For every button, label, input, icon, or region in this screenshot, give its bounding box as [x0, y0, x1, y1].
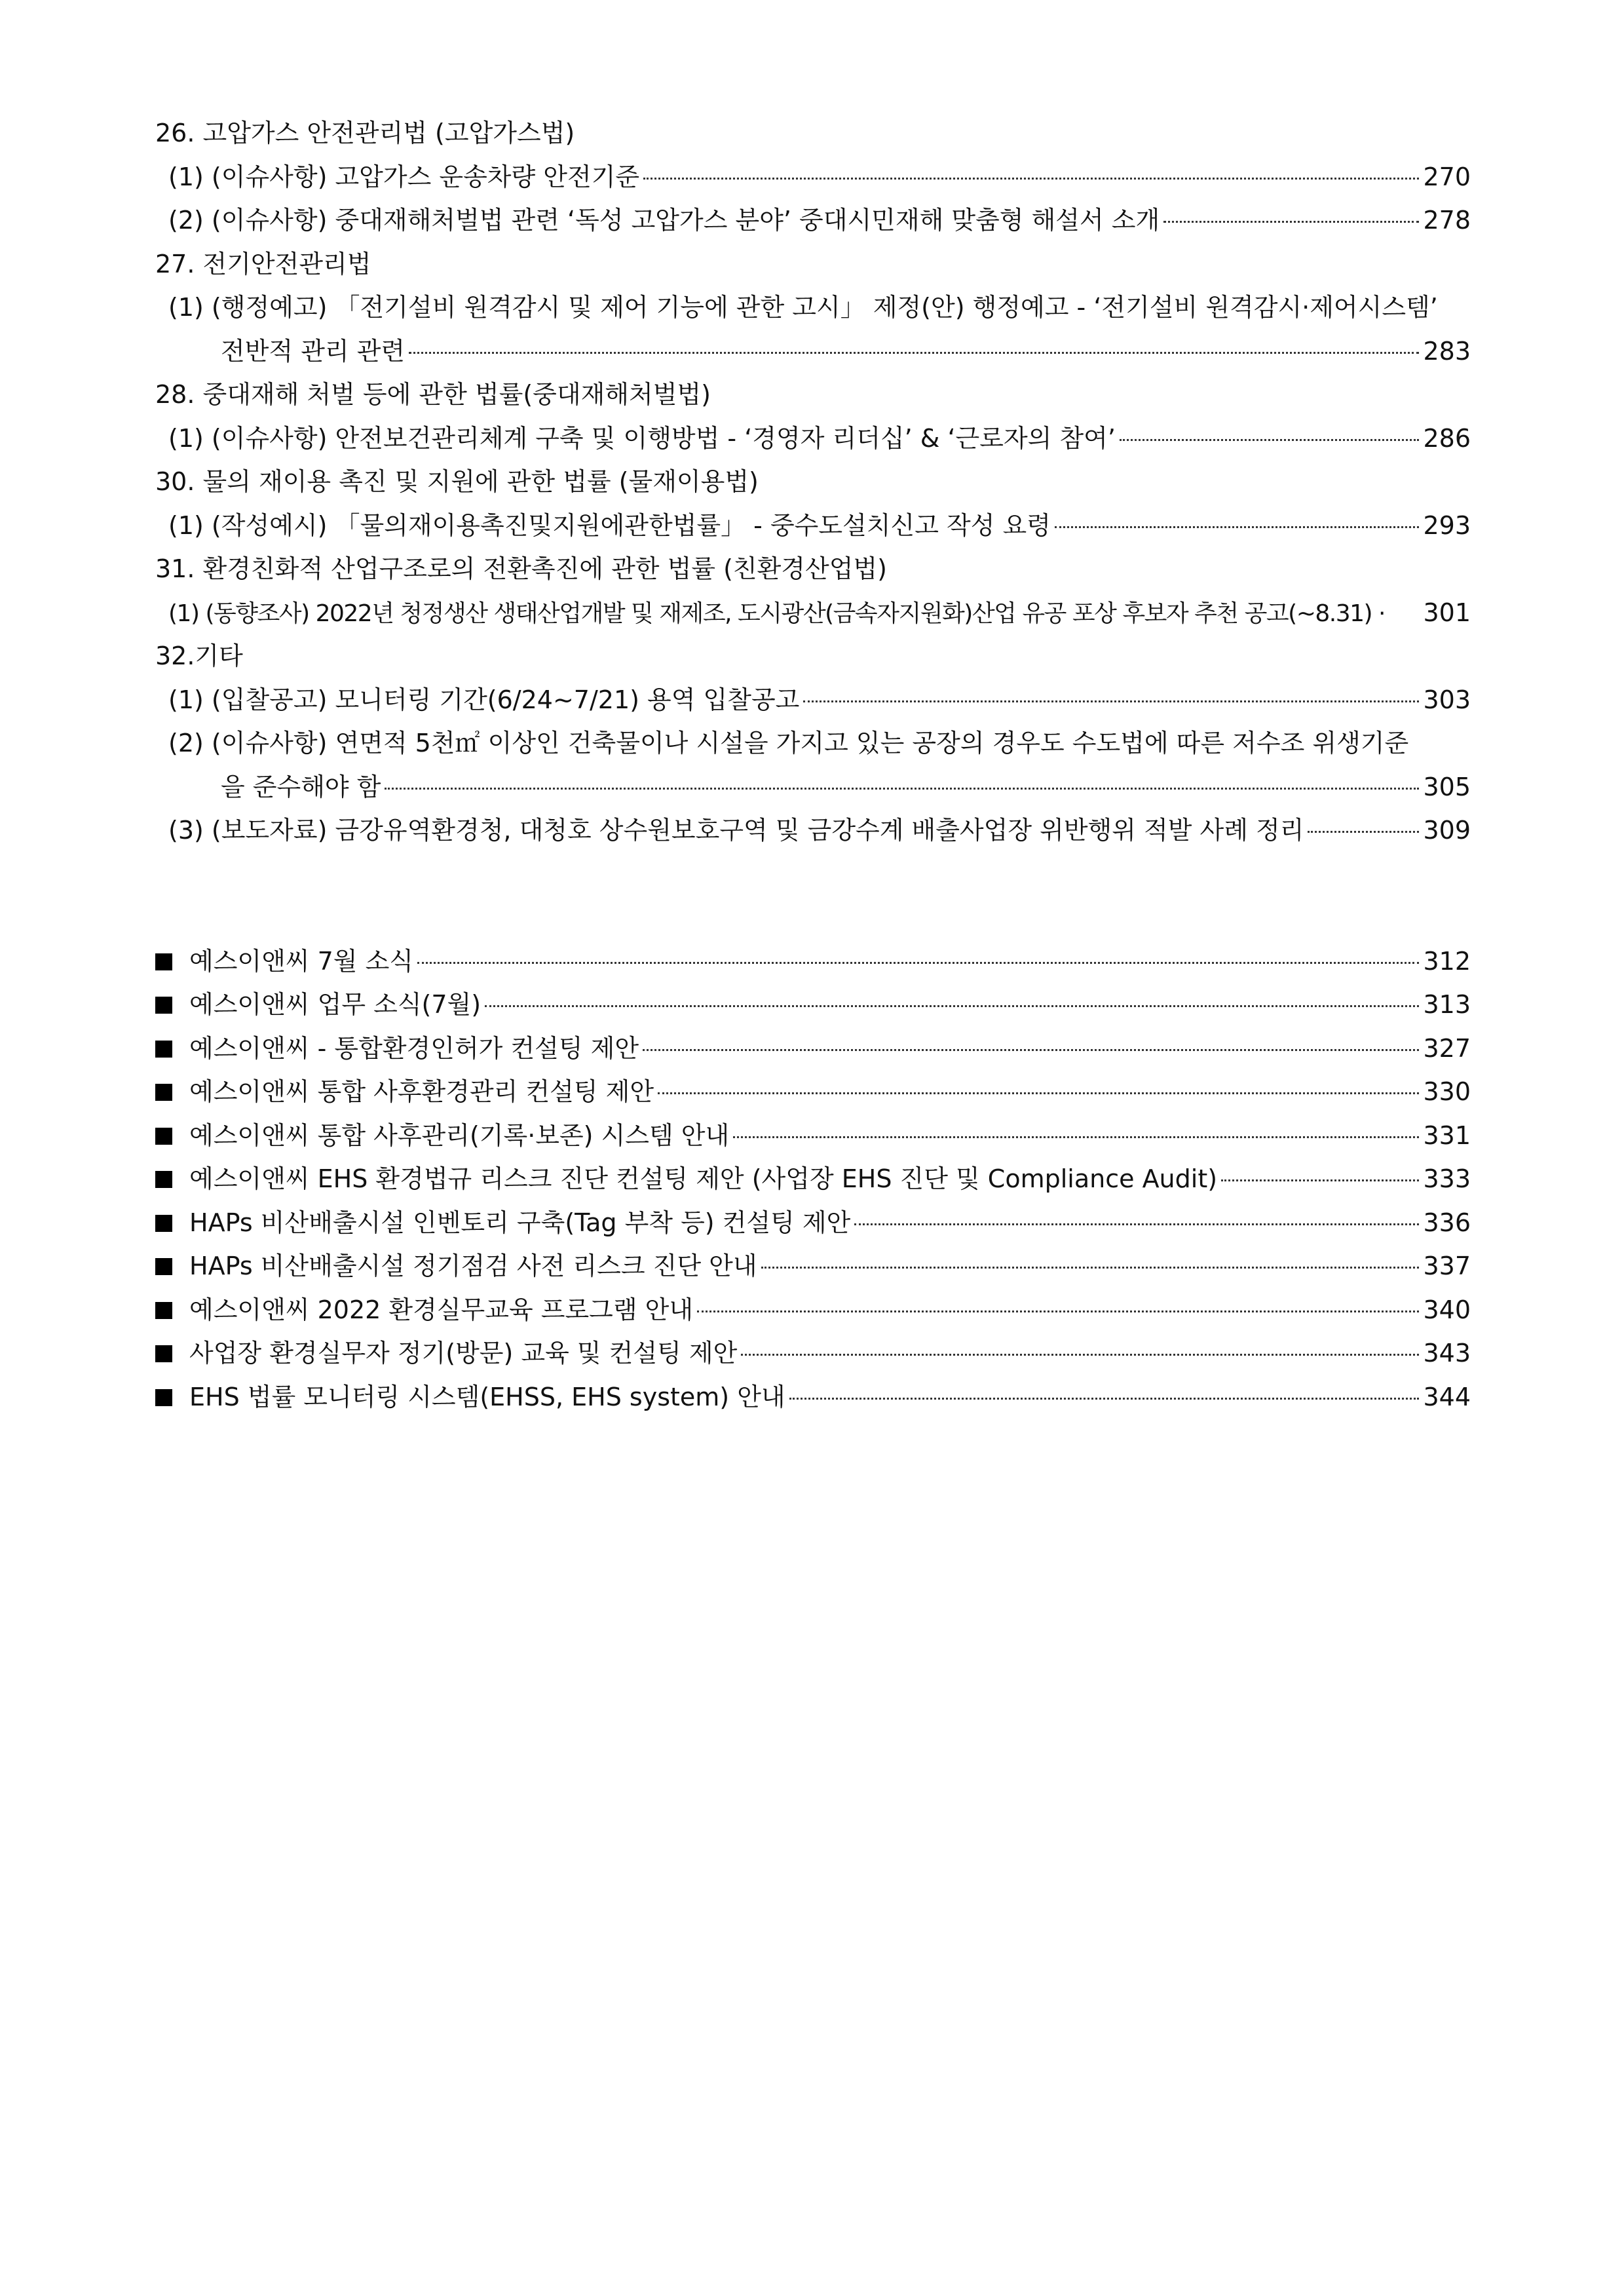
toc-section-title: 30. 물의 재이용 촉진 및 지원에 관한 법률 (물재이용법)	[155, 467, 759, 496]
toc-page-number: 286	[1423, 423, 1471, 453]
dot-leader	[485, 1005, 1419, 1007]
square-bullet-icon	[155, 1302, 172, 1319]
toc-page-number: 305	[1423, 772, 1471, 801]
table-of-contents	[155, 111, 1471, 1419]
toc-page-number: 330	[1423, 1077, 1471, 1106]
section-gap	[155, 852, 1471, 940]
toc-entry[interactable]	[155, 721, 1471, 765]
toc-bullet-text: HAPs 비산배출시설 인벤토리 구축(Tag 부착 등) 컨설팅 제안	[189, 1208, 851, 1237]
toc-bullet-item[interactable]	[155, 1331, 1471, 1375]
dot-leader	[803, 700, 1419, 702]
toc-page-number: 327	[1423, 1033, 1471, 1063]
dot-leader	[643, 178, 1419, 180]
toc-entry-text: (1) (입찰공고) 모니터링 기간(6/24~7/21) 용역 입찰공고	[168, 685, 800, 714]
toc-page-number: 344	[1423, 1382, 1471, 1411]
dot-leader	[733, 1136, 1419, 1138]
toc-page-number: 340	[1423, 1295, 1471, 1324]
dot-leader	[854, 1223, 1419, 1225]
dot-leader	[1163, 221, 1419, 223]
toc-page-number: 336	[1423, 1208, 1471, 1237]
toc-entry-text: (1) (이슈사항) 고압가스 운송차량 안전기준	[168, 162, 640, 191]
toc-bullet-text: HAPs 비산배출시설 정기점검 사전 리스크 진단 안내	[189, 1252, 757, 1280]
dot-leader	[409, 352, 1419, 354]
toc-entry-text: 전반적 관리 관련	[221, 336, 406, 366]
toc-section-title: 26. 고압가스 안전관리법 (고압가스법)	[155, 119, 575, 147]
toc-bullet-text: 예스이앤씨 업무 소식(7월)	[189, 990, 482, 1019]
toc-page-number: 331	[1423, 1120, 1471, 1150]
square-bullet-icon	[155, 1041, 172, 1058]
toc-entry[interactable]	[155, 417, 1471, 461]
dot-leader	[741, 1354, 1419, 1356]
toc-entry-text: (1) (작성예시) 「물의재이용촉진및지원에관한법률」 - 중수도설치신고 작성 요령	[168, 510, 1051, 540]
toc-bullet-item[interactable]	[155, 1114, 1471, 1158]
toc-page-number: 301	[1423, 598, 1471, 627]
toc-bullet-item[interactable]	[155, 983, 1471, 1027]
toc-page-number: 313	[1423, 990, 1471, 1019]
toc-entry[interactable]	[155, 809, 1471, 852]
toc-section-title: 31. 환경친화적 산업구조로의 전환촉진에 관한 법률 (친환경산업법)	[155, 554, 887, 583]
toc-page-number: 283	[1423, 336, 1471, 366]
toc-entry[interactable]	[155, 504, 1471, 548]
toc-page-number: 333	[1423, 1164, 1471, 1193]
square-bullet-icon	[155, 1215, 172, 1232]
toc-page-number: 337	[1423, 1252, 1471, 1280]
square-bullet-icon	[155, 1171, 172, 1188]
toc-section-title: 32.기타	[155, 641, 243, 670]
square-bullet-icon	[155, 1084, 172, 1101]
toc-page-number: 278	[1423, 206, 1471, 235]
toc-bullet-text: 사업장 환경실무자 정기(방문) 교육 및 컨설팅 제안	[189, 1339, 738, 1368]
toc-bullet-text: EHS 법률 모니터링 시스템(EHSS, EHS system) 안내	[189, 1382, 785, 1411]
toc-bullet-text: 예스이앤씨 - 통합환경인허가 컨설팅 제안	[189, 1033, 639, 1063]
dot-leader	[761, 1267, 1420, 1269]
dot-leader	[643, 1049, 1419, 1051]
toc-bullet-item[interactable]	[155, 1070, 1471, 1114]
toc-entry-text: 을 준수해야 함	[221, 772, 381, 801]
toc-entry[interactable]	[155, 155, 1471, 199]
toc-entry-continuation[interactable]	[155, 330, 1471, 373]
toc-bullet-text: 예스이앤씨 7월 소식	[189, 946, 413, 976]
toc-entry-text: (2) (이슈사항) 연면적 5천㎡ 이상인 건축물이나 시설을 가지고 있는 공장의 경우도 수도법에 따른 저수조 위생기준	[168, 729, 1409, 757]
toc-entry-text: (1) (이슈사항) 안전보건관리체계 구축 및 이행방법 - ‘경영자 리더십’ & ‘근로자의 참여’	[168, 423, 1116, 453]
square-bullet-icon	[155, 1258, 172, 1275]
toc-bullet-text: 예스이앤씨 2022 환경실무교육 프로그램 안내	[189, 1295, 694, 1324]
toc-page-number: 293	[1423, 510, 1471, 540]
toc-section-title: 28. 중대재해 처벌 등에 관한 법률(중대재해처벌법)	[155, 380, 711, 409]
toc-entry[interactable]	[155, 591, 1471, 635]
toc-entry-text: (1) (동향조사) 2022년 청정생산 생태산업개발 및 재제조, 도시광산(금속자지원화)산업 유공 포상 후보자 추천 공고(~8.31) ·	[168, 600, 1385, 627]
square-bullet-icon	[155, 997, 172, 1014]
square-bullet-icon	[155, 1128, 172, 1145]
toc-bullet-item[interactable]	[155, 1201, 1471, 1245]
toc-entry-continuation[interactable]	[155, 765, 1471, 809]
toc-entry[interactable]	[155, 199, 1471, 242]
dot-leader	[658, 1092, 1419, 1094]
dot-leader	[1055, 526, 1420, 528]
toc-page-number: 343	[1423, 1339, 1471, 1368]
dot-leader	[697, 1311, 1419, 1312]
toc-section-title: 27. 전기안전관리법	[155, 249, 371, 278]
toc-entry-text: (1) (행정예고) 「전기설비 원격감시 및 제어 기능에 관한 고시」 제정(안) 행정예고 - ‘전기설비 원격감시·제어시스템’	[168, 293, 1438, 322]
toc-page-number: 309	[1423, 816, 1471, 845]
toc-bullet-item[interactable]	[155, 1288, 1471, 1332]
toc-page-number: 303	[1423, 685, 1471, 714]
square-bullet-icon	[155, 1389, 172, 1406]
toc-entry[interactable]	[155, 678, 1471, 722]
dot-leader	[1120, 439, 1420, 441]
toc-entry[interactable]	[155, 286, 1471, 330]
toc-bullet-text: 예스이앤씨 EHS 환경법규 리스크 진단 컨설팅 제안 (사업장 EHS 진단 및 Compliance Audit)	[189, 1164, 1218, 1193]
toc-bullet-item[interactable]	[155, 1375, 1471, 1419]
toc-bullet-item[interactable]	[155, 940, 1471, 984]
toc-entry-text: (3) (보도자료) 금강유역환경청, 대청호 상수원보호구역 및 금강수계 배출사업장 위반행위 적발 사례 정리	[168, 816, 1304, 845]
toc-bullet-text: 예스이앤씨 통합 사후환경관리 컨설팅 제안	[189, 1077, 654, 1106]
dot-leader	[385, 788, 1419, 790]
dot-leader	[1308, 831, 1419, 833]
toc-entry-text: (2) (이슈사항) 중대재해처벌법 관련 ‘독성 고압가스 분야’ 중대시민재해 맞춤형 해설서 소개	[168, 206, 1160, 235]
toc-page-number: 312	[1423, 946, 1471, 976]
dot-leader	[417, 962, 1419, 964]
dot-leader	[1221, 1179, 1419, 1181]
square-bullet-icon	[155, 953, 172, 970]
toc-page-number: 270	[1423, 162, 1471, 191]
square-bullet-icon	[155, 1345, 172, 1362]
toc-bullet-item[interactable]	[155, 1244, 1471, 1288]
dot-leader	[789, 1398, 1420, 1400]
toc-bullet-text: 예스이앤씨 통합 사후관리(기록·보존) 시스템 안내	[189, 1120, 730, 1150]
toc-bullet-item[interactable]	[155, 1027, 1471, 1071]
toc-bullet-item[interactable]	[155, 1157, 1471, 1201]
